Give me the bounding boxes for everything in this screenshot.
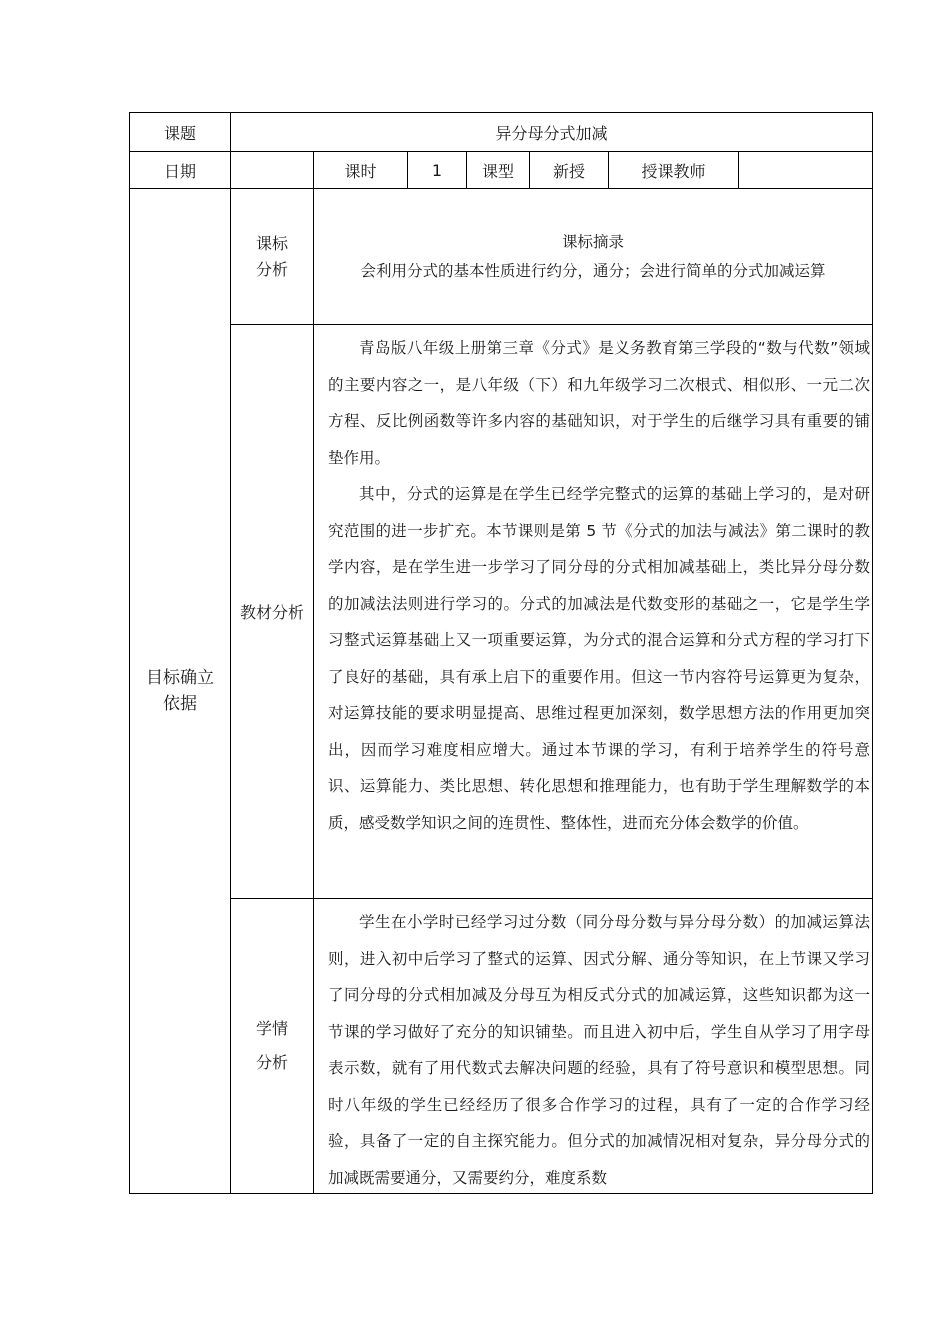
- basis-label: [130, 189, 230, 1193]
- curriculum-title: 课标摘录: [561, 232, 624, 251]
- period-label: 课时: [344, 161, 377, 181]
- students-label: [231, 899, 313, 1193]
- topic-label: 课题: [163, 123, 196, 143]
- basis-label-line1: 目标确立: [146, 668, 214, 688]
- teacher-value: [739, 152, 872, 188]
- curriculum-label-line1: 课标: [255, 233, 288, 253]
- textbook-label: 教材分析: [239, 603, 304, 622]
- students-content: [328, 904, 870, 1193]
- textbook-paragraph: 青岛版八年级上册第三章《分式》是义务教育第三学段的“数与代数”领域的主要内容之一，是八年级（下）和九年级学习二次根式、相似形、一元二次方程、反比例函数等许多内容的基础知识，对于学生的后继学习具有重要的铺垫作用。: [328, 339, 870, 467]
- teacher-label: 授课教师: [641, 161, 706, 181]
- type-value: 新授: [552, 161, 585, 181]
- date-value: [231, 152, 313, 188]
- type-label: 课型: [481, 161, 514, 181]
- curriculum-text: 会利用分式的基本性质进行约分，通分；会进行简单的分式加减运算: [360, 261, 826, 280]
- curriculum-label-line2: 分析: [255, 259, 288, 279]
- curriculum-content: [314, 189, 872, 324]
- students-paragraph: 学生在小学时已经学习过分数（同分母分数与异分母分数）的加减运算法则，进入初中后学习了整式的运算、因式分解、通分等知识，在上节课又学习了同分母的分式相加减及分母互为相反式分式的加减运算，这些知识都为这一节课的学习做好了充分的知识铺垫。而且进入初中后，学生自从学习了用字母表示数，就有了用代数式去解决问题的经验，具有了符号意识和模型思想。同时八年级的学生已经经历了很多合作学习的过程，具有了一定的合作学习经验，具备了一定的自主探究能力。但分式的加减情况相对复杂，异分母分式的加减既需要通分，又需要约分，难度系数: [328, 913, 870, 1187]
- students-label-line2: 分析: [255, 1053, 288, 1072]
- textbook-content: [328, 330, 870, 841]
- students-label-line1: 学情: [255, 1019, 288, 1038]
- curriculum-label: [231, 189, 313, 324]
- period-value: 1: [431, 160, 443, 180]
- date-label: 日期: [163, 161, 196, 181]
- basis-label-line2: 依据: [163, 694, 197, 714]
- topic-value: 异分母分式加减: [495, 123, 608, 143]
- textbook-paragraph: 其中，分式的运算是在学生已经学完整式的运算的基础上学习的，是对研究范围的进一步扩充。本节课则是第 5 节《分式的加法与减法》第二课时的教学内容，是在学生进一步学习了同分母的分式相加减基础上，类比异分母分数的加减法法则进行学习的。分式的加减法是代数变形的基础之一，它是学生学习整式运算基础上又一项重要运算，为分式的混合运算和分式方程的学习打下了良好的基础，具有承上启下的重要作用。但这一节内容符号运算更为复杂，对运算技能的要求明显提高、思维过程更加深刻，数学思想方法的作用更加突出，因而学习难度相应增大。通过本节课的学习，有利于培养学生的符号意识、运算能力、类比思想、转化思想和推理能力，也有助于学生理解数学的本质，感受数学知识之间的连贯性、整体性，进而充分体会数学的价值。: [328, 485, 870, 832]
